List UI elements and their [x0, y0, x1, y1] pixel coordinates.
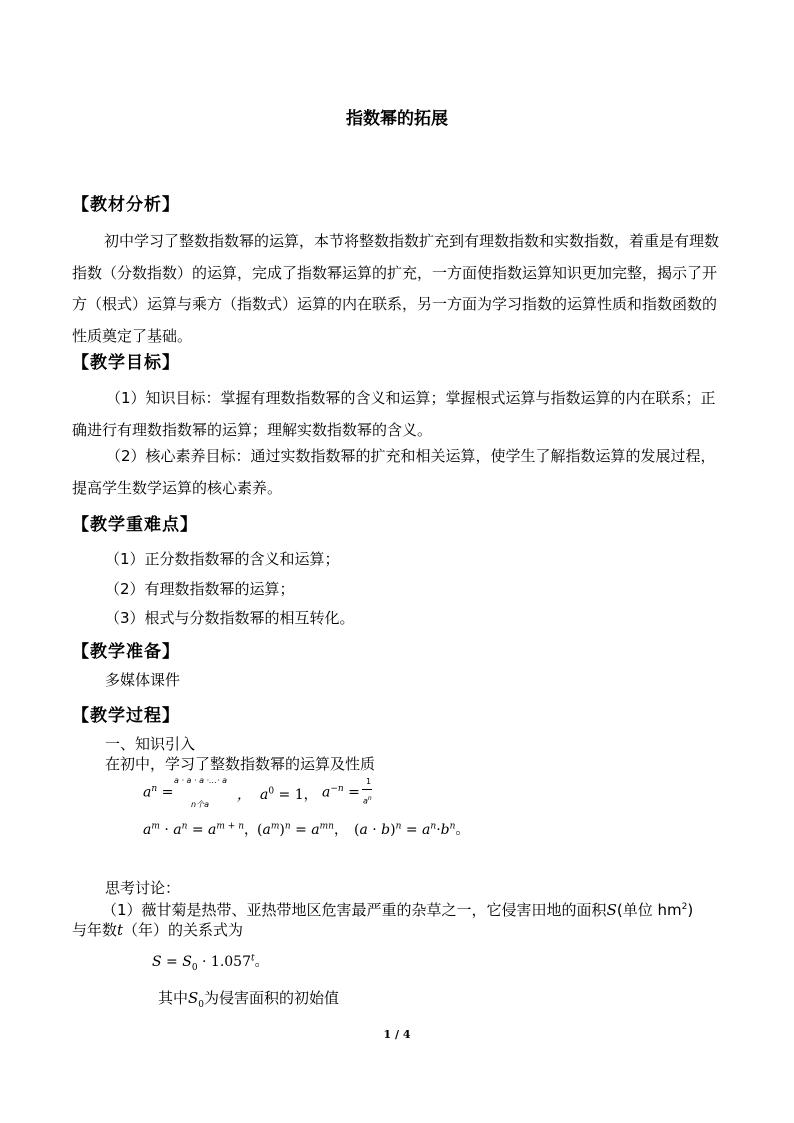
formula-product-bottom: n个a [191, 800, 209, 809]
formula-a-zero: $a^0 = 1$， [260, 786, 318, 803]
process-intro-text: 在初中，学习了整数指数幂的运算及性质 [105, 755, 376, 773]
initial-value-note: 其中$S_0$为侵害面积的初始值 [158, 989, 340, 1010]
heading-key-difficulties: 【教学重难点】 [72, 515, 198, 535]
key-point-item-1: （1）正分数指数幂的含义和运算； [105, 550, 340, 568]
formula-fraction-denominator: $a^n$ [363, 795, 372, 806]
question-1-line-1: （1）薇甘菊是热带、亚热带地区危害最严重的杂草之一，它侵害田地的面积S(单位 $hm^2$) [102, 901, 694, 919]
page-title: 指数幂的拓展 [346, 109, 448, 129]
question-1-line-2: 与年数t（年）的关系式为 [72, 921, 244, 939]
formula-product-top: a · a · a ·…· a [174, 776, 228, 785]
formula-zero-power-result: = 1， [278, 787, 318, 803]
heading-teaching-process: 【教学过程】 [72, 706, 180, 726]
formula-a-negative-n: $a^{-n}$ = [322, 784, 360, 801]
preparation-text: 多媒体课件 [105, 671, 181, 689]
heading-teaching-preparation: 【教学准备】 [72, 642, 180, 662]
goal-item-literacy: （2）核心素养目标：通过实数指数幂的扩充和相关运算，使学生了解指数运算的发展过程，提高学生数学运算的核心素养。 [72, 447, 716, 497]
formula-invasion-area: $S = S_0 \cdot 1.057^t$。 [152, 953, 269, 973]
heading-teaching-goals: 【教学目标】 [72, 353, 180, 373]
formula-product-power-rule: $(a \cdot b)^n = a^n\cdot b^n$。 [354, 821, 470, 838]
process-subheading-intro: 一、知识引入 [105, 735, 196, 753]
key-point-item-3: （3）根式与分数指数幂的相互转化。 [105, 609, 355, 627]
heading-textbook-analysis: 【教材分析】 [72, 195, 180, 215]
formula-a-power-n: $a^n$ = [143, 784, 174, 801]
formula-product-rule: $a^m \cdot a^n = a^{m + n}$， [143, 821, 258, 838]
page-number: 1 / 4 [383, 1028, 411, 1041]
goal-item-knowledge: （1）知识目标：掌握有理数指数幂的含义和运算；掌握根式运算与指数运算的内在联系；正确进行有理数指数幂的运算；理解实数指数幂的含义。 [72, 389, 716, 439]
formula-power-rule: $(a^m)^n = a^{mn}$， [257, 821, 348, 838]
formula-fraction-bar [362, 789, 372, 790]
formula-comma: ， [237, 787, 251, 803]
analysis-paragraph: 初中学习了整数指数幂的运算，本节将整数指数扩充到有理数指数和实数指数，着重是有理数指数（分数指数）的运算，完成了指数幂运算的扩充，一方面使指数运算知识更加完整，揭示了开方（根式）运算与乘方（指数式）运算的内在联系，另一方面为学习指数的运算性质和指数函数的性质奠定了基础。 [72, 232, 720, 345]
discussion-label: 思考讨论： [105, 879, 181, 897]
formula-fraction-numerator: 1 [366, 777, 372, 786]
key-point-item-2: （2）有理数指数幂的运算； [105, 580, 295, 598]
